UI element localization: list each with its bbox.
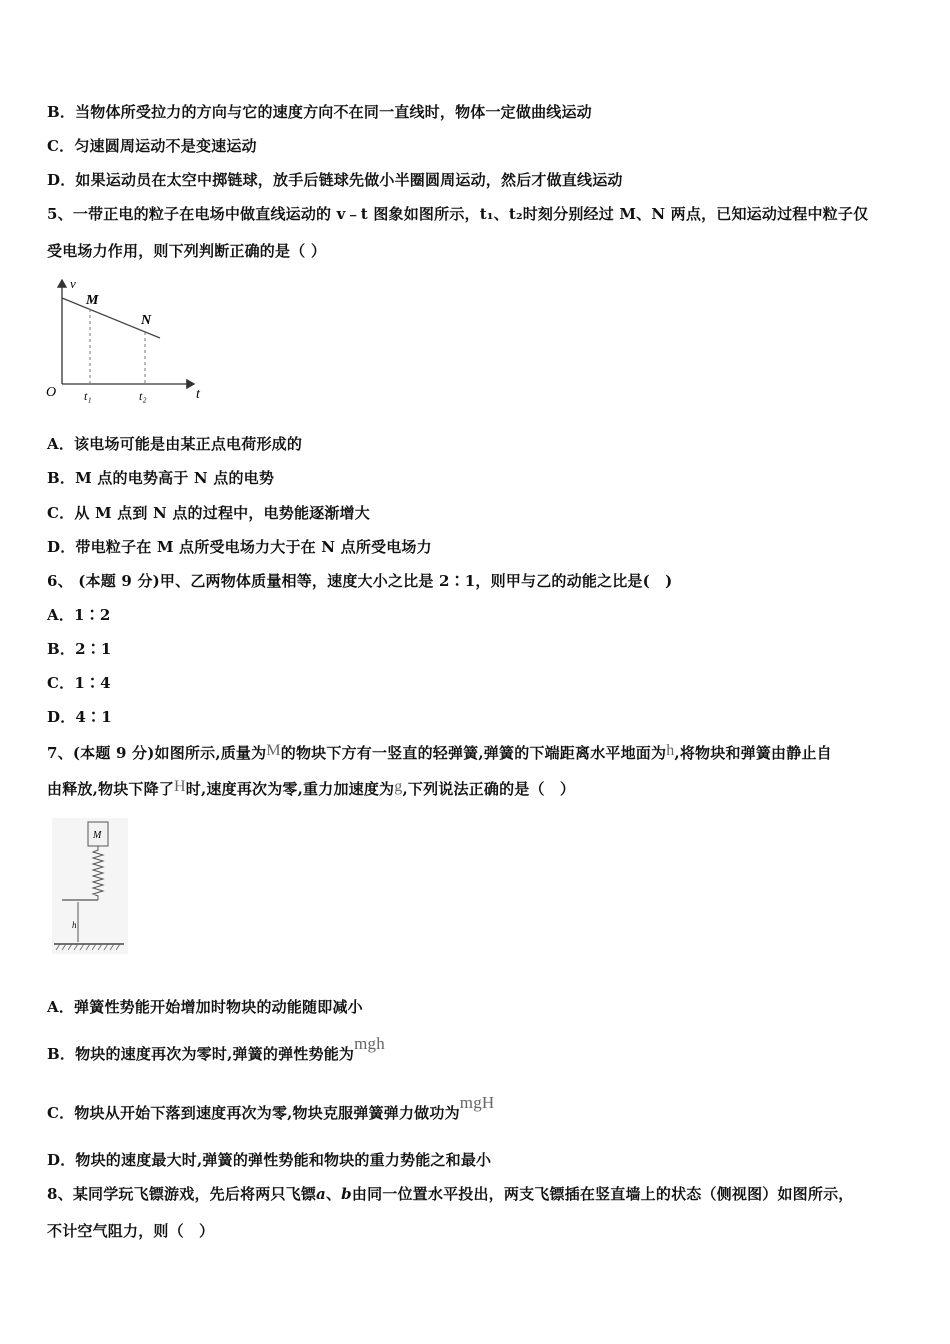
spring-block-figure [52, 818, 128, 954]
q7-stem-line1 [47, 743, 832, 764]
q4-option-d: D．如果运动员在太空中掷链球，放手后链球先做小半圈圆周运动，然后才做直线运动 [47, 171, 623, 189]
expr-mgH: mgH [459, 1093, 495, 1112]
q7-option-a: A．弹簧性势能开始增加时物块的动能随即减小 [47, 998, 363, 1016]
q7-stem-line2 [47, 779, 575, 800]
q8-text-1b: 由同一位置水平投出，两支飞镖插在竖直墙上的状态（侧视图）如图所示， [351, 1185, 854, 1203]
symbol-g: g [394, 778, 403, 795]
q8-separator: 、 [325, 1185, 342, 1203]
symbol-h: h [666, 742, 675, 759]
origin-label: O [46, 385, 57, 400]
q6-option-b: B．2∶1 [47, 640, 112, 658]
q5-option-a: A．该电场可能是由某正点电荷形成的 [47, 435, 303, 453]
q5-option-c: C．从 M 点到 N 点的过程中，电势能逐渐增大 [47, 504, 370, 522]
q8-stem-line1 [47, 1184, 853, 1204]
q7-option-b [47, 1034, 385, 1064]
symbol-b: b [341, 1185, 352, 1203]
block-m-label: M [93, 830, 102, 841]
q7-option-b-text: B．物块的速度再次为零时,弹簧的弹性势能为 [47, 1045, 355, 1063]
symbol-m: M [266, 742, 281, 759]
q4-option-c: C．匀速圆周运动不是变速运动 [47, 137, 257, 155]
vt-graph [42, 274, 210, 406]
q7-text-2a: 由释放,物块下降了 [47, 780, 175, 798]
symbol-h-upper: H [174, 778, 186, 795]
q7-option-c-text: C．物块从开始下落到速度再次为零,物块克服弹簧弹力做功为 [47, 1104, 460, 1122]
t1-label: t₁ [84, 389, 92, 403]
q8-stem-line2: 不计空气阻力，则（ ） [47, 1222, 215, 1240]
q5-stem-line2: 受电场力作用，则下列判断正确的是（ ） [47, 242, 327, 260]
q7-option-d: D．物块的速度最大时,弹簧的弹性势能和物块的重力势能之和最小 [47, 1151, 492, 1169]
q6-option-c: C．1∶4 [47, 674, 111, 692]
q7-text-1c: ,将物块和弹簧由静止自 [674, 744, 832, 762]
symbol-a: a [316, 1185, 326, 1203]
q5-stem-line1: 5、一带正电的粒子在电场中做直线运动的 v﹣t 图象如图所示，t₁、t₂时刻分别经过 M、N 两点，已知运动过程中粒子仅 [47, 205, 869, 223]
q7-text-2c: ,下列说法正确的是（ ） [402, 780, 576, 798]
q8-text-1a: 8、某同学玩飞镖游戏，先后将两只飞镖 [47, 1185, 317, 1203]
point-n-label: N [141, 313, 152, 328]
q7-text-2b: 时,速度再次为零,重力加速度为 [185, 780, 395, 798]
height-label: h [72, 920, 77, 930]
q6-option-d: D．4∶1 [47, 708, 112, 726]
point-m-label: M [86, 293, 99, 308]
v-axis-label: v [70, 276, 76, 291]
q4-option-b: B．当物体所受拉力的方向与它的速度方向不在同一直线时，物体一定做曲线运动 [47, 103, 592, 121]
t-axis-label: t [196, 387, 200, 402]
expr-mgh: mgh [354, 1034, 385, 1053]
q7-text-1b: 的物块下方有一竖直的轻弹簧,弹簧的下端距离水平地面为 [280, 744, 667, 762]
q6-option-a: A．1∶2 [47, 606, 111, 624]
q5-option-d: D．带电粒子在 M 点所受电场力大于在 N 点所受电场力 [47, 538, 432, 556]
q5-option-b: B．M 点的电势高于 N 点的电势 [47, 469, 275, 487]
q6-stem: 6、 (本题 9 分)甲、乙两物体质量相等，速度大小之比是 2∶1，则甲与乙的动能之比是( ) [47, 572, 673, 590]
q7-option-c [47, 1093, 495, 1123]
t2-label: t₂ [139, 389, 147, 403]
q7-text-1a: 7、(本题 9 分)如图所示,质量为 [47, 744, 267, 762]
